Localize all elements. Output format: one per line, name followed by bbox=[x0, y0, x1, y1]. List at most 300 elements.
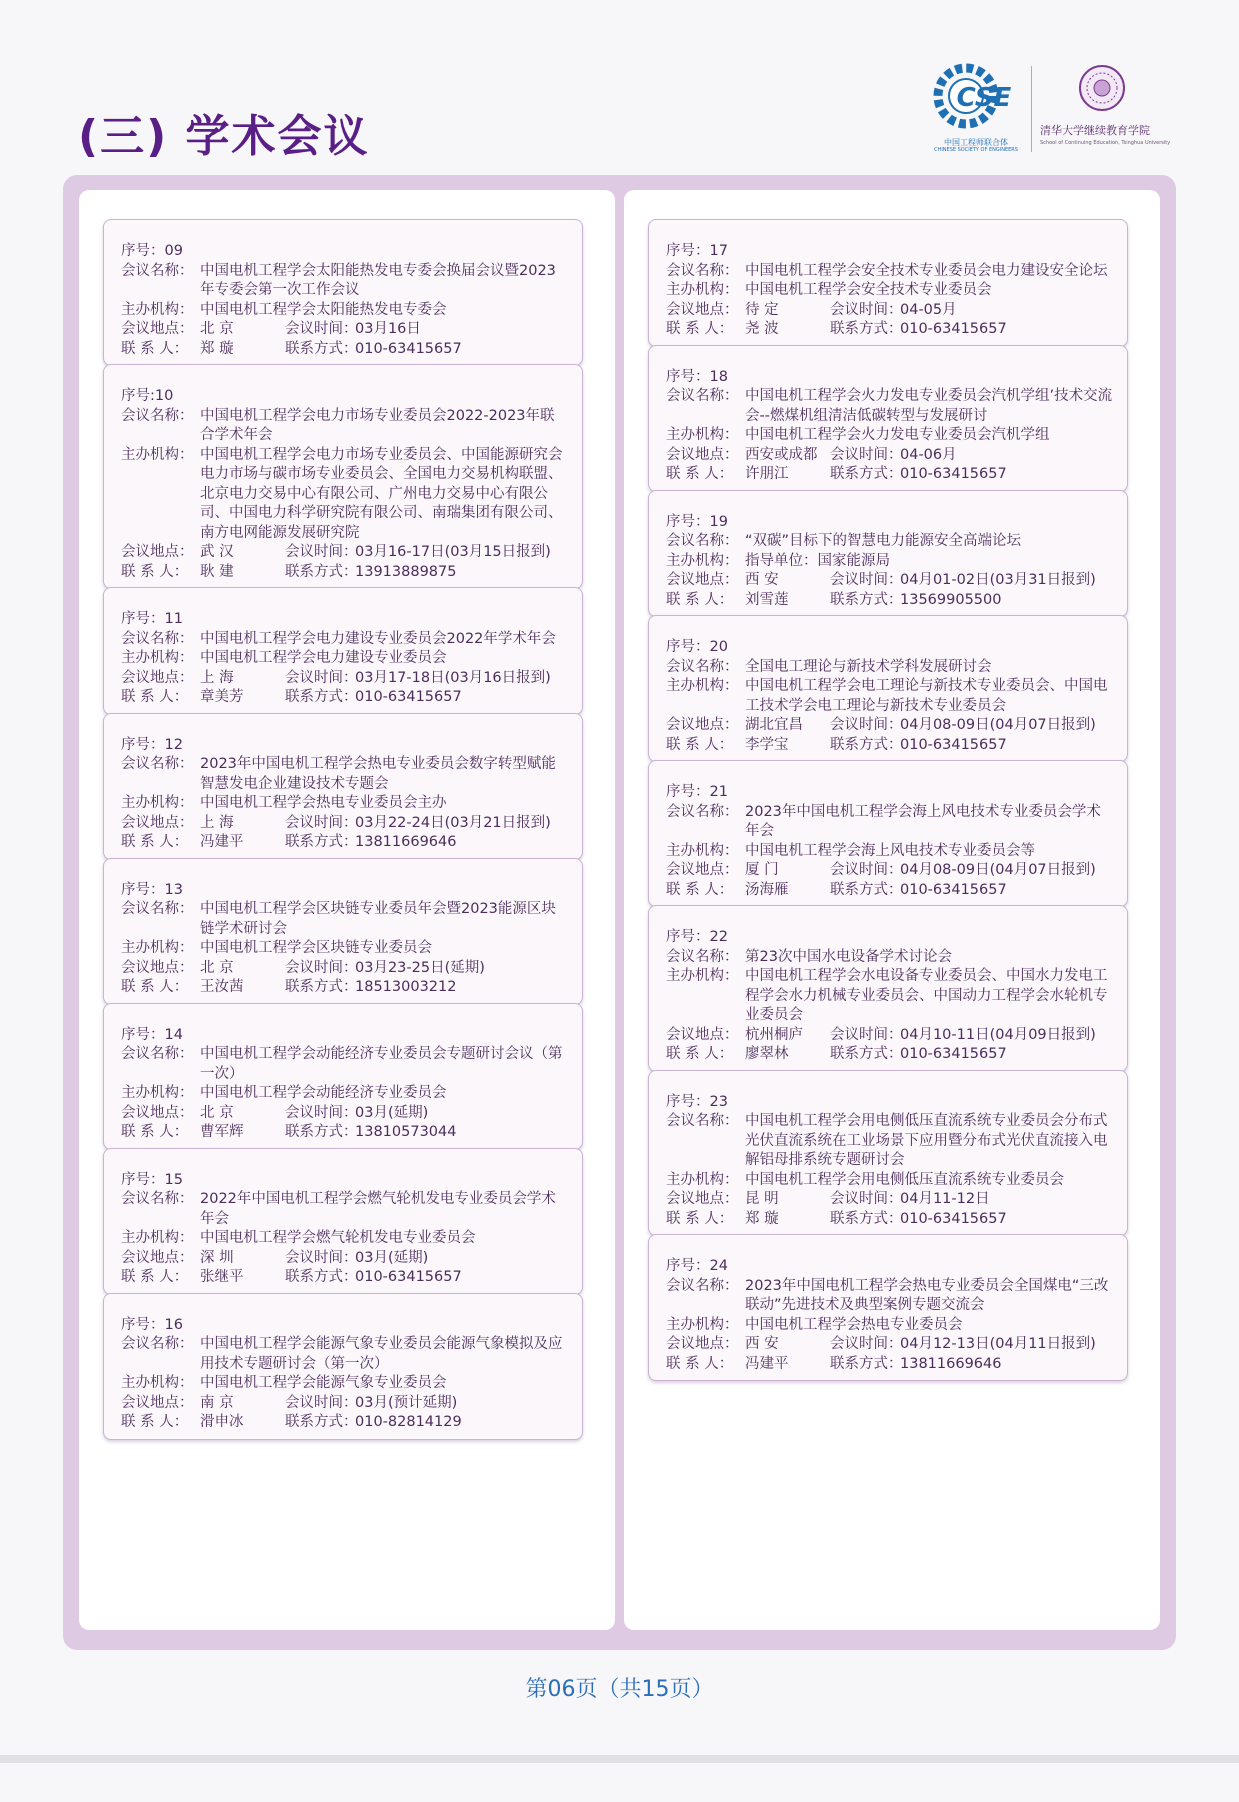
conference-contact: 汤海雁 bbox=[745, 881, 789, 898]
conference-host: 中国电机工程学会能源气象专业委员会 bbox=[200, 1375, 447, 1391]
conference-card bbox=[648, 1234, 1128, 1381]
card-place-row bbox=[666, 861, 1113, 881]
card-name-row bbox=[121, 755, 568, 794]
conference-host: 中国电机工程学会动能经济专业委员会 bbox=[200, 1085, 447, 1101]
conference-phone: 010-82814129 bbox=[355, 1414, 462, 1430]
page-title: (三) 学术会议 bbox=[78, 111, 370, 162]
page-footer: 第06页（共15页） bbox=[525, 1677, 714, 1702]
contact-label: 联 系 人： bbox=[121, 1414, 189, 1430]
conference-contact: 许朋江 bbox=[745, 466, 789, 482]
place-label: 会议地点： bbox=[121, 669, 194, 686]
contact-label: 联 系 人： bbox=[121, 340, 189, 357]
method-label: 联系方式： bbox=[285, 979, 358, 995]
card-host-row bbox=[121, 446, 568, 544]
method-label: 联系方式： bbox=[830, 466, 903, 482]
name-label: 会议名称： bbox=[121, 1336, 194, 1352]
time-label: 会议时间： bbox=[830, 301, 903, 318]
card-place-row bbox=[121, 1394, 568, 1414]
conference-time: 03月(延期) bbox=[355, 1249, 429, 1266]
conference-time: 04-06月 bbox=[900, 446, 957, 463]
place-label: 会议地点： bbox=[121, 321, 194, 337]
conference-host: 中国电机工程学会太阳能热发电专委会 bbox=[200, 301, 447, 318]
card-contact-row bbox=[121, 688, 568, 708]
method-label: 联系方式： bbox=[285, 563, 358, 580]
conference-host: 中国电机工程学会水电设备专业委员会、中国水力发电工程学会水力机械专业委员会、中国动力工程学会水轮机专业委员会 bbox=[745, 968, 1108, 1023]
card-host-row bbox=[121, 1374, 568, 1394]
tsinghua-seal-icon bbox=[1078, 64, 1126, 112]
card-host-row bbox=[666, 967, 1113, 1026]
conference-time: 04月12-13日(04月11日报到) bbox=[900, 1336, 1096, 1352]
card-contact-row bbox=[666, 1355, 1113, 1375]
conference-contact: 李学宝 bbox=[745, 736, 789, 753]
card-seq: 序号：21 bbox=[666, 784, 728, 800]
card-contact-row bbox=[666, 465, 1113, 485]
place-label: 会议地点： bbox=[666, 446, 739, 463]
card-seq: 序号：14 bbox=[121, 1026, 183, 1043]
place-label: 会议地点： bbox=[121, 1394, 194, 1411]
conference-host: 中国电机工程学会安全技术专业委员会 bbox=[745, 282, 992, 298]
contact-label: 联 系 人： bbox=[121, 689, 189, 705]
card-seq: 序号：22 bbox=[666, 929, 728, 945]
conference-host: 指导单位：国家能源局 bbox=[745, 552, 890, 569]
conference-host: 中国电机工程学会电力建设专业委员会 bbox=[200, 650, 447, 666]
contact-label: 联 系 人： bbox=[121, 979, 189, 995]
conference-time: 04月11-12日 bbox=[900, 1191, 990, 1207]
conference-contact: 耿 建 bbox=[200, 563, 234, 580]
host-label: 主办机构： bbox=[666, 678, 739, 694]
card-place-row bbox=[666, 301, 1113, 321]
right-card-list bbox=[648, 219, 1128, 1381]
conference-place: 杭州桐庐 bbox=[745, 1026, 803, 1043]
conference-place: 北 京 bbox=[200, 1104, 234, 1121]
time-label: 会议时间： bbox=[830, 1026, 903, 1043]
conference-time: 03月23-25日(延期) bbox=[355, 959, 485, 976]
left-card-list bbox=[103, 219, 583, 1440]
card-seq: 序号：23 bbox=[666, 1093, 728, 1110]
time-label: 会议时间： bbox=[830, 717, 903, 733]
conference-phone: 010-63415657 bbox=[900, 466, 1007, 482]
card-seq: 序号：18 bbox=[666, 368, 728, 385]
contact-label: 联 系 人： bbox=[121, 1269, 189, 1285]
card-place-row bbox=[121, 1104, 568, 1124]
name-label: 会议名称： bbox=[121, 407, 194, 424]
method-label: 联系方式： bbox=[830, 591, 903, 608]
card-contact-row bbox=[666, 881, 1113, 901]
card-host-row bbox=[666, 1316, 1113, 1336]
card-contact-row bbox=[121, 978, 568, 998]
conference-phone: 13913889875 bbox=[355, 563, 457, 580]
conference-card bbox=[103, 587, 583, 715]
card-place-row bbox=[666, 446, 1113, 466]
host-label: 主办机构： bbox=[666, 842, 739, 859]
card-name-row bbox=[666, 1112, 1113, 1171]
card-contact-row bbox=[121, 563, 568, 583]
name-label: 会议名称： bbox=[666, 1277, 739, 1294]
card-seq: 序号：13 bbox=[121, 881, 183, 898]
contact-label: 联 系 人： bbox=[666, 1355, 734, 1372]
conference-contact: 郑 璇 bbox=[745, 1210, 779, 1227]
name-label: 会议名称： bbox=[121, 630, 194, 647]
name-label: 会议名称： bbox=[666, 1113, 739, 1129]
card-host-row bbox=[121, 1229, 568, 1249]
card-seq: 序号：24 bbox=[666, 1258, 728, 1274]
name-label: 会议名称： bbox=[666, 948, 739, 965]
host-label: 主办机构： bbox=[121, 1375, 194, 1391]
card-seq: 序号：16 bbox=[121, 1316, 183, 1333]
conference-phone: 010-63415657 bbox=[355, 689, 462, 705]
card-seq: 序号：09 bbox=[121, 243, 183, 259]
host-label: 主办机构： bbox=[121, 650, 194, 666]
card-contact-row bbox=[666, 320, 1113, 340]
conference-contact: 冯建平 bbox=[200, 834, 244, 850]
conference-host: 中国电机工程学会燃气轮机发电专业委员会 bbox=[200, 1230, 476, 1246]
conference-contact: 尧 波 bbox=[745, 321, 779, 337]
conference-time: 03月(预计延期) bbox=[355, 1394, 458, 1411]
card-host-row bbox=[121, 1084, 568, 1104]
card-host-row bbox=[666, 426, 1113, 446]
contact-label: 联 系 人： bbox=[666, 1046, 734, 1062]
conference-time: 04月08-09日(04月07日报到) bbox=[900, 862, 1096, 878]
conference-host: 中国电机工程学会海上风电技术专业委员会等 bbox=[745, 842, 1035, 859]
card-seq: 序号：17 bbox=[666, 243, 728, 259]
conference-time: 03月17-18日(03月16日报到) bbox=[355, 669, 551, 686]
name-label: 会议名称： bbox=[666, 803, 739, 820]
place-label: 会议地点： bbox=[666, 862, 739, 878]
place-label: 会议地点： bbox=[121, 959, 194, 976]
conference-time: 04月08-09日(04月07日报到) bbox=[900, 717, 1096, 733]
card-place-row bbox=[121, 320, 568, 340]
conference-card bbox=[648, 1070, 1128, 1237]
time-label: 会议时间： bbox=[285, 1249, 358, 1266]
conference-host: 中国电机工程学会电工理论与新技术专业委员会、中国电工技术学会电工理论与新技术专业委员会 bbox=[745, 678, 1108, 714]
conference-name: 全国电工理论与新技术学科发展研讨会 bbox=[745, 658, 992, 675]
conference-card bbox=[103, 1148, 583, 1295]
conference-phone: 13810573044 bbox=[355, 1124, 457, 1140]
conference-phone: 010-63415657 bbox=[355, 340, 462, 357]
conference-phone: 13811669646 bbox=[355, 834, 457, 850]
card-contact-row bbox=[666, 736, 1113, 756]
contact-label: 联 系 人： bbox=[121, 834, 189, 850]
host-label: 主办机构： bbox=[666, 1316, 739, 1333]
conference-contact: 曹军辉 bbox=[200, 1124, 244, 1140]
conference-place: 湖北宜昌 bbox=[745, 717, 803, 733]
place-label: 会议地点： bbox=[666, 717, 739, 733]
card-host-row bbox=[121, 649, 568, 669]
card-contact-row bbox=[666, 1045, 1113, 1065]
host-label: 主办机构： bbox=[121, 301, 194, 318]
name-label: 会议名称： bbox=[666, 533, 739, 549]
conference-time: 04月10-11日(04月09日报到) bbox=[900, 1026, 1096, 1043]
tsinghua-name: 清华大学继续教育学院 bbox=[1040, 124, 1150, 137]
card-place-row bbox=[666, 1335, 1113, 1355]
card-contact-row bbox=[121, 833, 568, 853]
card-contact-row bbox=[121, 1123, 568, 1143]
conference-name: 2023年中国电机工程学会热电专业委员会全国煤电“三改联动”先进技术及典型案例专题交流会 bbox=[745, 1277, 1109, 1313]
card-seq: 序号：20 bbox=[666, 639, 728, 655]
time-label: 会议时间： bbox=[830, 572, 903, 588]
time-label: 会议时间： bbox=[830, 862, 903, 878]
conference-phone: 13569905500 bbox=[900, 591, 1002, 608]
place-label: 会议地点： bbox=[666, 301, 739, 318]
conference-phone: 010-63415657 bbox=[900, 881, 1007, 898]
conference-host: 中国电机工程学会热电专业委员会主办 bbox=[200, 795, 447, 811]
conference-place: 上 海 bbox=[200, 669, 234, 686]
host-label: 主办机构： bbox=[121, 1085, 194, 1101]
conference-card bbox=[648, 615, 1128, 762]
conference-time: 03月(延期) bbox=[355, 1104, 429, 1121]
conference-place: 厦 门 bbox=[745, 862, 779, 878]
card-place-row bbox=[666, 716, 1113, 736]
card-host-row bbox=[666, 552, 1113, 572]
card-place-row bbox=[121, 959, 568, 979]
host-label: 主办机构： bbox=[666, 552, 739, 569]
place-label: 会议地点： bbox=[666, 1191, 739, 1207]
conference-card bbox=[648, 760, 1128, 907]
conference-contact: 廖翠林 bbox=[745, 1046, 789, 1062]
contact-label: 联 系 人： bbox=[666, 736, 734, 753]
conference-place: 武 汉 bbox=[200, 544, 234, 560]
conference-name: 中国电机工程学会电力市场专业委员会2022-2023年联合学术年会 bbox=[200, 407, 555, 443]
conference-time: 03月16日 bbox=[355, 321, 421, 337]
left-column bbox=[79, 190, 615, 1630]
card-host-row bbox=[121, 939, 568, 959]
time-label: 会议时间： bbox=[285, 1394, 358, 1411]
method-label: 联系方式： bbox=[285, 340, 358, 357]
card-contact-row bbox=[666, 1210, 1113, 1230]
conference-name: 第23次中国水电设备学术讨论会 bbox=[745, 948, 952, 965]
card-name-row bbox=[666, 1277, 1113, 1316]
conference-card bbox=[648, 219, 1128, 347]
card-seq: 序号：12 bbox=[121, 736, 183, 753]
conference-host: 中国电机工程学会电力市场专业委员会、中国能源研究会电力市场与碳市场专业委员会、全国电力交易机构联盟、北京电力交易中心有限公司、广州电力交易中心有限公司、中国电力科学研究院有限公司、南瑞集团有限公司、南方电网能源发展研究院 bbox=[200, 446, 563, 541]
name-label: 会议名称： bbox=[121, 1046, 194, 1062]
conference-phone: 18513003212 bbox=[355, 979, 457, 995]
conference-card bbox=[648, 345, 1128, 492]
method-label: 联系方式： bbox=[285, 1414, 358, 1430]
cse-caption: 中国工程师联合体 bbox=[944, 138, 1008, 147]
conference-place: 深 圳 bbox=[200, 1249, 234, 1266]
host-label: 主办机构： bbox=[121, 1230, 194, 1246]
conference-phone: 010-63415657 bbox=[900, 321, 1007, 337]
card-host-row bbox=[666, 1171, 1113, 1191]
conference-name: 2022年中国电机工程学会燃气轮机发电专业委员会学术年会 bbox=[200, 1191, 556, 1227]
conference-name: 中国电机工程学会电力建设专业委员会2022年学术年会 bbox=[200, 630, 556, 647]
conference-card bbox=[648, 490, 1128, 618]
conference-host: 中国电机工程学会热电专业委员会 bbox=[745, 1316, 963, 1333]
time-label: 会议时间： bbox=[830, 446, 903, 463]
method-label: 联系方式： bbox=[830, 1046, 903, 1062]
contact-label: 联 系 人： bbox=[666, 881, 734, 898]
card-name-row bbox=[121, 1190, 568, 1229]
place-label: 会议地点： bbox=[666, 1336, 739, 1352]
card-host-row bbox=[666, 842, 1113, 862]
conference-contact: 冯建平 bbox=[745, 1355, 789, 1372]
card-seq: 序号：19 bbox=[666, 513, 728, 530]
contact-label: 联 系 人： bbox=[666, 591, 734, 608]
logo-group bbox=[930, 62, 1180, 154]
tsinghua-subtitle: School of Continuing Education, Tsinghua University bbox=[1040, 140, 1171, 146]
method-label: 联系方式： bbox=[830, 881, 903, 898]
conference-place: 西 安 bbox=[745, 1336, 779, 1352]
cse-caption-en: CHINESE SOCIETY OF ENGINEERS bbox=[934, 147, 1018, 153]
conference-time: 03月22-24日(03月21日报到) bbox=[355, 814, 551, 831]
card-contact-row bbox=[666, 591, 1113, 611]
conference-contact: 王汝茜 bbox=[200, 979, 244, 995]
conference-card bbox=[103, 1293, 583, 1440]
conference-name: 2023年中国电机工程学会海上风电技术专业委员会学术年会 bbox=[745, 803, 1101, 839]
card-contact-row bbox=[121, 340, 568, 360]
conference-card bbox=[648, 905, 1128, 1072]
conference-place: 南 京 bbox=[200, 1394, 234, 1411]
conference-contact: 刘雪莲 bbox=[745, 591, 789, 608]
place-label: 会议地点： bbox=[121, 1249, 194, 1266]
card-host-row bbox=[666, 677, 1113, 716]
card-name-row bbox=[666, 658, 1113, 678]
conference-phone: 13811669646 bbox=[900, 1355, 1002, 1372]
conference-phone: 010-63415657 bbox=[900, 1210, 1007, 1227]
conference-phone: 010-63415657 bbox=[355, 1269, 462, 1285]
place-label: 会议地点： bbox=[666, 1026, 739, 1043]
conference-name: 中国电机工程学会动能经济专业委员会专题研讨会议（第一次） bbox=[200, 1046, 563, 1082]
name-label: 会议名称： bbox=[666, 262, 739, 279]
card-place-row bbox=[666, 571, 1113, 591]
conference-phone: 010-63415657 bbox=[900, 1046, 1007, 1062]
host-label: 主办机构： bbox=[121, 446, 194, 463]
card-contact-row bbox=[121, 1268, 568, 1288]
card-name-row bbox=[121, 1335, 568, 1374]
card-host-row bbox=[121, 794, 568, 814]
conference-card bbox=[103, 858, 583, 1005]
time-label: 会议时间： bbox=[285, 814, 358, 831]
conference-place: 西安或成都 bbox=[745, 446, 818, 463]
method-label: 联系方式： bbox=[830, 736, 903, 753]
time-label: 会议时间： bbox=[285, 959, 358, 976]
conference-panel bbox=[63, 175, 1176, 1650]
name-label: 会议名称： bbox=[666, 388, 739, 404]
method-label: 联系方式： bbox=[830, 321, 903, 337]
conference-place: 上 海 bbox=[200, 814, 234, 831]
conference-name: 中国电机工程学会太阳能热发电专委会换届会议暨2023年专委会第一次工作会议 bbox=[200, 262, 556, 298]
card-seq: 序号：15 bbox=[121, 1171, 183, 1188]
conference-name: 中国电机工程学会能源气象专业委员会能源气象模拟及应用技术专题研讨会（第一次） bbox=[200, 1336, 563, 1372]
host-label: 主办机构： bbox=[666, 427, 739, 443]
conference-place: 昆 明 bbox=[745, 1191, 779, 1207]
right-column bbox=[624, 190, 1160, 1630]
card-name-row bbox=[121, 262, 568, 301]
card-name-row bbox=[666, 262, 1113, 282]
time-label: 会议时间： bbox=[285, 321, 358, 337]
conference-place: 待 定 bbox=[745, 301, 779, 318]
conference-card bbox=[103, 364, 583, 589]
card-name-row bbox=[666, 387, 1113, 426]
time-label: 会议时间： bbox=[285, 1104, 358, 1121]
name-label: 会议名称： bbox=[121, 262, 194, 279]
card-seq: 序号:10 bbox=[121, 388, 174, 404]
card-place-row bbox=[121, 814, 568, 834]
host-label: 主办机构： bbox=[666, 968, 739, 984]
method-label: 联系方式： bbox=[830, 1355, 903, 1372]
method-label: 联系方式： bbox=[285, 689, 358, 705]
conference-name: 中国电机工程学会用电侧低压直流系统专业委员会分布式光伏直流系统在工业场景下应用暨分布式光伏直流接入电解铝母排系统专题研讨会 bbox=[745, 1113, 1108, 1168]
method-label: 联系方式： bbox=[285, 834, 358, 850]
card-place-row bbox=[666, 1026, 1113, 1046]
card-seq: 序号：11 bbox=[121, 611, 183, 627]
conference-card bbox=[103, 1003, 583, 1150]
cse-logo-text: CSE bbox=[956, 83, 1012, 113]
conference-card bbox=[103, 713, 583, 860]
name-label: 会议名称： bbox=[121, 756, 194, 772]
time-label: 会议时间： bbox=[830, 1336, 903, 1352]
conference-place: 西 安 bbox=[745, 572, 779, 588]
conference-time: 04月01-02日(03月31日报到) bbox=[900, 572, 1096, 588]
conference-name: “双碳”目标下的智慧电力能源安全高端论坛 bbox=[745, 533, 1022, 549]
place-label: 会议地点： bbox=[121, 1104, 194, 1121]
conference-contact: 张继平 bbox=[200, 1269, 244, 1285]
logo-divider bbox=[1031, 66, 1032, 152]
contact-label: 联 系 人： bbox=[121, 1124, 189, 1140]
place-label: 会议地点： bbox=[666, 572, 739, 588]
contact-label: 联 系 人： bbox=[121, 563, 189, 580]
conference-name: 中国电机工程学会火力发电专业委员会汽机学组’技术交流会--燃煤机组清洁低碳转型与发展研讨 bbox=[745, 388, 1113, 424]
card-place-row bbox=[121, 669, 568, 689]
card-host-row bbox=[121, 301, 568, 321]
card-name-row bbox=[666, 803, 1113, 842]
host-label: 主办机构： bbox=[121, 940, 194, 956]
card-contact-row bbox=[121, 1413, 568, 1433]
name-label: 会议名称： bbox=[666, 658, 739, 675]
conference-host: 中国电机工程学会用电侧低压直流系统专业委员会 bbox=[745, 1171, 1064, 1188]
card-name-row bbox=[666, 948, 1113, 968]
conference-card bbox=[103, 219, 583, 366]
conference-contact: 章美芳 bbox=[200, 689, 244, 705]
conference-phone: 010-63415657 bbox=[900, 736, 1007, 753]
bottom-bar bbox=[0, 1755, 1239, 1763]
place-label: 会议地点： bbox=[121, 814, 194, 831]
conference-host: 中国电机工程学会区块链专业委员会 bbox=[200, 940, 432, 956]
card-name-row bbox=[121, 900, 568, 939]
method-label: 联系方式： bbox=[285, 1124, 358, 1140]
time-label: 会议时间： bbox=[830, 1191, 903, 1207]
time-label: 会议时间： bbox=[285, 544, 358, 560]
name-label: 会议名称： bbox=[121, 1191, 194, 1207]
card-place-row bbox=[121, 543, 568, 563]
contact-label: 联 系 人： bbox=[666, 466, 734, 482]
card-name-row bbox=[666, 532, 1113, 552]
host-label: 主办机构： bbox=[121, 795, 194, 811]
conference-contact: 滑申冰 bbox=[200, 1414, 244, 1430]
card-place-row bbox=[121, 1249, 568, 1269]
method-label: 联系方式： bbox=[830, 1210, 903, 1227]
conference-time: 04-05月 bbox=[900, 301, 957, 318]
card-place-row bbox=[666, 1190, 1113, 1210]
conference-name: 中国电机工程学会区块链专业委员年会暨2023能源区块链学术研讨会 bbox=[200, 901, 556, 937]
conference-name: 中国电机工程学会安全技术专业委员会电力建设安全论坛 bbox=[745, 262, 1108, 279]
method-label: 联系方式： bbox=[285, 1269, 358, 1285]
card-name-row bbox=[121, 407, 568, 446]
host-label: 主办机构： bbox=[666, 282, 739, 298]
name-label: 会议名称： bbox=[121, 901, 194, 917]
card-host-row bbox=[666, 281, 1113, 301]
conference-place: 北 京 bbox=[200, 321, 234, 337]
conference-name: 2023年中国电机工程学会热电专业委员会数字转型赋能智慧发电企业建设技术专题会 bbox=[200, 756, 556, 792]
conference-time: 03月16-17日(03月15日报到) bbox=[355, 544, 551, 560]
card-name-row bbox=[121, 630, 568, 650]
contact-label: 联 系 人： bbox=[666, 321, 734, 337]
conference-host: 中国电机工程学会火力发电专业委员会汽机学组 bbox=[745, 427, 1050, 443]
conference-place: 北 京 bbox=[200, 959, 234, 976]
host-label: 主办机构： bbox=[666, 1171, 739, 1188]
card-name-row bbox=[121, 1045, 568, 1084]
